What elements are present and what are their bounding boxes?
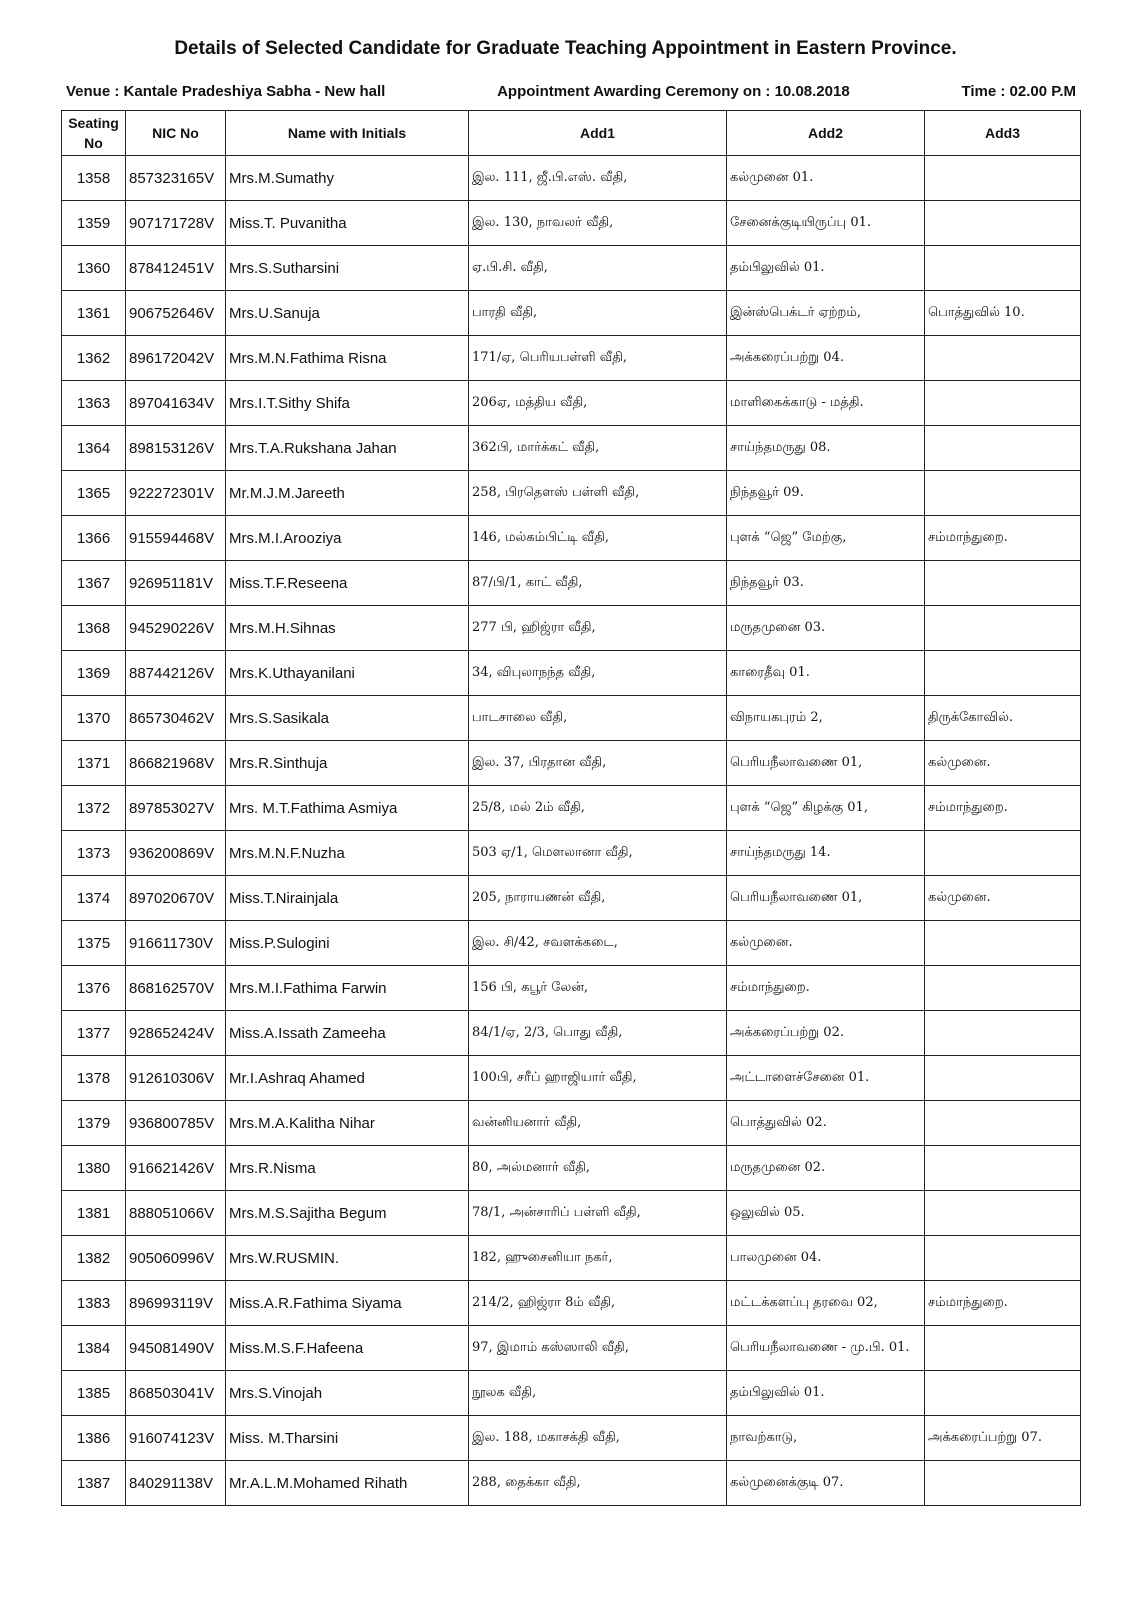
cell-seating-no: 1370 (62, 696, 126, 741)
cell-nic-no: 905060996V (126, 1236, 226, 1281)
cell-add3: அக்கரைப்பற்று 07. (925, 1416, 1081, 1461)
cell-seating-no: 1384 (62, 1326, 126, 1371)
cell-nic-no: 936800785V (126, 1101, 226, 1146)
cell-name: Miss. M.Tharsini (226, 1416, 469, 1461)
cell-nic-no: 926951181V (126, 561, 226, 606)
cell-add3 (925, 606, 1081, 651)
cell-add3 (925, 966, 1081, 1011)
cell-add3: திருக்கோவில். (925, 696, 1081, 741)
cell-seating-no: 1358 (62, 156, 126, 201)
cell-nic-no: 945081490V (126, 1326, 226, 1371)
cell-name: Mrs.R.Nisma (226, 1146, 469, 1191)
table-row (62, 1281, 1081, 1326)
cell-seating-no: 1378 (62, 1056, 126, 1101)
cell-add3: பொத்துவில் 10. (925, 291, 1081, 336)
cell-nic-no: 912610306V (126, 1056, 226, 1101)
cell-seating-no: 1382 (62, 1236, 126, 1281)
cell-add2: மட்டக்களப்பு தரவை 02, (727, 1281, 925, 1326)
cell-add1: 362பி, மார்க்கட் வீதி, (469, 426, 727, 471)
header-name: Name with Initials (226, 111, 469, 156)
cell-add3 (925, 1011, 1081, 1056)
cell-add1: இல. 130, நாவலர் வீதி, (469, 201, 727, 246)
table-row (62, 1101, 1081, 1146)
cell-add3 (925, 471, 1081, 516)
cell-name: Miss.T.F.Reseena (226, 561, 469, 606)
cell-add3 (925, 1371, 1081, 1416)
cell-nic-no: 897853027V (126, 786, 226, 831)
header-nic-no: NIC No (126, 111, 226, 156)
cell-name: Mr.A.L.M.Mohamed Rihath (226, 1461, 469, 1506)
cell-name: Mrs.S.Sasikala (226, 696, 469, 741)
cell-name: Miss.A.Issath Zameeha (226, 1011, 469, 1056)
cell-add2: நிந்தவூர் 03. (727, 561, 925, 606)
cell-name: Mr.I.Ashraq Ahamed (226, 1056, 469, 1101)
cell-add3 (925, 381, 1081, 426)
table-row (62, 561, 1081, 606)
cell-add2: பாலமுனை 04. (727, 1236, 925, 1281)
cell-add1: 156 பி, கபூர் லேன், (469, 966, 727, 1011)
cell-name: Mrs.M.N.F.Nuzha (226, 831, 469, 876)
cell-nic-no: 897041634V (126, 381, 226, 426)
cell-add1: 182, ஹுசைனியா நகர், (469, 1236, 727, 1281)
cell-nic-no: 896993119V (126, 1281, 226, 1326)
cell-add1: நூலக வீதி, (469, 1371, 727, 1416)
cell-add1: 146, மல்கம்பிட்டி வீதி, (469, 516, 727, 561)
cell-add3 (925, 1461, 1081, 1506)
table-row (62, 1326, 1081, 1371)
cell-add1: 80, அல்மனார் வீதி, (469, 1146, 727, 1191)
table-row (62, 876, 1081, 921)
cell-add3 (925, 561, 1081, 606)
cell-seating-no: 1371 (62, 741, 126, 786)
cell-add2: அட்டாளைச்சேனை 01. (727, 1056, 925, 1101)
cell-name: Mrs.T.A.Rukshana Jahan (226, 426, 469, 471)
cell-nic-no: 915594468V (126, 516, 226, 561)
cell-seating-no: 1376 (62, 966, 126, 1011)
cell-add1: பாரதி வீதி, (469, 291, 727, 336)
cell-add2: பெரியநீலாவணை - மு.பி. 01. (727, 1326, 925, 1371)
cell-name: Mr.M.J.M.Jareeth (226, 471, 469, 516)
table-row (62, 156, 1081, 201)
cell-seating-no: 1366 (62, 516, 126, 561)
cell-add3 (925, 651, 1081, 696)
cell-name: Miss.T. Puvanitha (226, 201, 469, 246)
cell-add3: கல்முனை. (925, 876, 1081, 921)
header-add2: Add2 (727, 111, 925, 156)
cell-nic-no: 945290226V (126, 606, 226, 651)
cell-add2: நிந்தவூர் 09. (727, 471, 925, 516)
cell-nic-no: 868503041V (126, 1371, 226, 1416)
table-row (62, 336, 1081, 381)
cell-add1: 87/பி/1, காட் வீதி, (469, 561, 727, 606)
table-row (62, 1416, 1081, 1461)
ceremony-time: Time : 02.00 P.M (961, 83, 1076, 100)
cell-nic-no: 896172042V (126, 336, 226, 381)
table-row (62, 606, 1081, 651)
cell-name: Mrs.K.Uthayanilani (226, 651, 469, 696)
cell-add3 (925, 426, 1081, 471)
cell-name: Mrs. M.T.Fathima Asmiya (226, 786, 469, 831)
cell-seating-no: 1363 (62, 381, 126, 426)
table-row (62, 1191, 1081, 1236)
cell-name: Mrs.M.S.Sajitha Begum (226, 1191, 469, 1236)
cell-add2: மாளிகைக்காடு - மத்தி. (727, 381, 925, 426)
cell-nic-no: 866821968V (126, 741, 226, 786)
cell-name: Mrs.R.Sinthuja (226, 741, 469, 786)
table-row (62, 1461, 1081, 1506)
cell-add2: கல்முனை. (727, 921, 925, 966)
cell-add2: பெரியநீலாவணை 01, (727, 741, 925, 786)
cell-name: Mrs.M.A.Kalitha Nihar (226, 1101, 469, 1146)
cell-seating-no: 1375 (62, 921, 126, 966)
cell-add1: இல. 37, பிரதான வீதி, (469, 741, 727, 786)
cell-nic-no: 907171728V (126, 201, 226, 246)
cell-seating-no: 1380 (62, 1146, 126, 1191)
cell-add2: மருதமுனை 03. (727, 606, 925, 651)
cell-add1: ஏ.பி.சி. வீதி, (469, 246, 727, 291)
cell-add3: சம்மாந்துறை. (925, 516, 1081, 561)
cell-add2: காரைதீவு 01. (727, 651, 925, 696)
cell-add2: அக்கரைப்பற்று 02. (727, 1011, 925, 1056)
cell-nic-no: 865730462V (126, 696, 226, 741)
venue: Venue : Kantale Pradeshiya Sabha - New hall (66, 83, 386, 100)
cell-add2: ஒலுவில் 05. (727, 1191, 925, 1236)
cell-seating-no: 1365 (62, 471, 126, 516)
table-row (62, 1236, 1081, 1281)
cell-name: Mrs.M.Sumathy (226, 156, 469, 201)
cell-add1: 258, பிரதௌஸ் பள்ளி வீதி, (469, 471, 727, 516)
cell-add2: கல்முனைக்குடி 07. (727, 1461, 925, 1506)
cell-nic-no: 936200869V (126, 831, 226, 876)
cell-add3 (925, 831, 1081, 876)
cell-seating-no: 1369 (62, 651, 126, 696)
cell-nic-no: 916611730V (126, 921, 226, 966)
header-add1: Add1 (469, 111, 727, 156)
cell-add3 (925, 201, 1081, 246)
cell-add2: பெரியநீலாவணை 01, (727, 876, 925, 921)
cell-add3 (925, 336, 1081, 381)
table-row (62, 516, 1081, 561)
cell-add2: சாய்ந்தமருது 08. (727, 426, 925, 471)
cell-nic-no: 840291138V (126, 1461, 226, 1506)
cell-add1: வன்னியனார் வீதி, (469, 1101, 727, 1146)
table-row (62, 651, 1081, 696)
cell-add1: 205, நாராயணன் வீதி, (469, 876, 727, 921)
cell-nic-no: 922272301V (126, 471, 226, 516)
table-row (62, 381, 1081, 426)
cell-seating-no: 1364 (62, 426, 126, 471)
cell-name: Mrs.S.Vinojah (226, 1371, 469, 1416)
table-row (62, 1056, 1081, 1101)
cell-name: Miss.A.R.Fathima Siyama (226, 1281, 469, 1326)
table-row (62, 696, 1081, 741)
cell-add3: சம்மாந்துறை. (925, 786, 1081, 831)
cell-add2: அக்கரைப்பற்று 04. (727, 336, 925, 381)
cell-add3: சம்மாந்துறை. (925, 1281, 1081, 1326)
cell-nic-no: 887442126V (126, 651, 226, 696)
cell-add3 (925, 1191, 1081, 1236)
cell-add3 (925, 1101, 1081, 1146)
cell-add1: 34, விபுலாநந்த வீதி, (469, 651, 727, 696)
table-row (62, 1371, 1081, 1416)
cell-add3 (925, 1326, 1081, 1371)
table-row (62, 921, 1081, 966)
cell-add1: பாடசாலை வீதி, (469, 696, 727, 741)
cell-add2: சம்மாந்துறை. (727, 966, 925, 1011)
header-seating-no: Seating No (62, 111, 126, 156)
cell-add3 (925, 156, 1081, 201)
cell-seating-no: 1362 (62, 336, 126, 381)
cell-add3 (925, 1146, 1081, 1191)
candidates-table (61, 110, 1081, 1506)
cell-nic-no: 898153126V (126, 426, 226, 471)
cell-add3 (925, 921, 1081, 966)
cell-nic-no: 857323165V (126, 156, 226, 201)
cell-add1: இல. 188, மகாசக்தி வீதி, (469, 1416, 727, 1461)
cell-seating-no: 1377 (62, 1011, 126, 1056)
cell-seating-no: 1385 (62, 1371, 126, 1416)
cell-nic-no: 916074123V (126, 1416, 226, 1461)
cell-add1: 288, தைக்கா வீதி, (469, 1461, 727, 1506)
cell-name: Miss.P.Sulogini (226, 921, 469, 966)
cell-nic-no: 897020670V (126, 876, 226, 921)
cell-nic-no: 878412451V (126, 246, 226, 291)
cell-nic-no: 888051066V (126, 1191, 226, 1236)
cell-name: Mrs.W.RUSMIN. (226, 1236, 469, 1281)
cell-add1: 100பி, சரீப் ஹாஜியார் வீதி, (469, 1056, 727, 1101)
cell-name: Miss.M.S.F.Hafeena (226, 1326, 469, 1371)
table-header-row (62, 111, 1081, 156)
cell-add2: புளக் “ஜெ” கிழக்கு 01, (727, 786, 925, 831)
table-row (62, 831, 1081, 876)
cell-nic-no: 916621426V (126, 1146, 226, 1191)
cell-add1: 25/8, மல் 2ம் வீதி, (469, 786, 727, 831)
cell-add2: இன்ஸ்பெக்டர் ஏற்றம், (727, 291, 925, 336)
cell-name: Mrs.M.I.Fathima Farwin (226, 966, 469, 1011)
cell-seating-no: 1368 (62, 606, 126, 651)
table-row (62, 741, 1081, 786)
cell-add1: 171/ஏ, பெரியபள்ளி வீதி, (469, 336, 727, 381)
cell-add3 (925, 246, 1081, 291)
table-row (62, 246, 1081, 291)
cell-seating-no: 1361 (62, 291, 126, 336)
table-row (62, 786, 1081, 831)
cell-name: Mrs.S.Sutharsini (226, 246, 469, 291)
cell-add2: சேனைக்குடியிருப்பு 01. (727, 201, 925, 246)
cell-add3: கல்முனை. (925, 741, 1081, 786)
cell-seating-no: 1379 (62, 1101, 126, 1146)
document-title: Details of Selected Candidate for Graduate Teaching Appointment in Eastern Province. (174, 38, 957, 59)
table-row (62, 201, 1081, 246)
cell-seating-no: 1387 (62, 1461, 126, 1506)
cell-add1: 84/1/ஏ, 2/3, பொது வீதி, (469, 1011, 727, 1056)
table-row (62, 426, 1081, 471)
ceremony-date: Appointment Awarding Ceremony on : 10.08.2018 (497, 83, 850, 100)
cell-add2: சாய்ந்தமருது 14. (727, 831, 925, 876)
cell-seating-no: 1381 (62, 1191, 126, 1236)
cell-add1: 277 பி, ஹிஜ்ரா வீதி, (469, 606, 727, 651)
cell-nic-no: 868162570V (126, 966, 226, 1011)
table-row (62, 291, 1081, 336)
table-row (62, 471, 1081, 516)
venue-line (66, 83, 1076, 100)
cell-name: Mrs.I.T.Sithy Shifa (226, 381, 469, 426)
cell-seating-no: 1359 (62, 201, 126, 246)
cell-add1: 503 ஏ/1, மௌலானா வீதி, (469, 831, 727, 876)
cell-add1: 78/1, அன்சாரிப் பள்ளி வீதி, (469, 1191, 727, 1236)
cell-name: Mrs.M.I.Arooziya (226, 516, 469, 561)
header-add3: Add3 (925, 111, 1081, 156)
cell-add2: மருதமுனை 02. (727, 1146, 925, 1191)
cell-name: Mrs.M.N.Fathima Risna (226, 336, 469, 381)
cell-name: Mrs.U.Sanuja (226, 291, 469, 336)
cell-nic-no: 906752646V (126, 291, 226, 336)
cell-add1: 214/2, ஹிஜ்ரா 8ம் வீதி, (469, 1281, 727, 1326)
cell-add2: புளக் “ஜெ” மேற்கு, (727, 516, 925, 561)
table-row (62, 1146, 1081, 1191)
cell-add1: இல. சி/42, சவளக்கடை, (469, 921, 727, 966)
cell-add2: கல்முனை 01. (727, 156, 925, 201)
cell-add2: பொத்துவில் 02. (727, 1101, 925, 1146)
cell-seating-no: 1374 (62, 876, 126, 921)
cell-add2: நாவற்காடு, (727, 1416, 925, 1461)
cell-add1: 206ஏ, மத்திய வீதி, (469, 381, 727, 426)
cell-add2: விநாயகபுரம் 2, (727, 696, 925, 741)
cell-add3 (925, 1236, 1081, 1281)
cell-add2: தம்பிலுவில் 01. (727, 246, 925, 291)
cell-add3 (925, 1056, 1081, 1101)
table-row (62, 1011, 1081, 1056)
cell-seating-no: 1367 (62, 561, 126, 606)
cell-seating-no: 1373 (62, 831, 126, 876)
cell-seating-no: 1383 (62, 1281, 126, 1326)
cell-seating-no: 1372 (62, 786, 126, 831)
cell-nic-no: 928652424V (126, 1011, 226, 1056)
cell-seating-no: 1386 (62, 1416, 126, 1461)
cell-name: Mrs.M.H.Sihnas (226, 606, 469, 651)
cell-add1: 97, இமாம் கஸ்ஸாலி வீதி, (469, 1326, 727, 1371)
cell-seating-no: 1360 (62, 246, 126, 291)
table-row (62, 966, 1081, 1011)
cell-add2: தம்பிலுவில் 01. (727, 1371, 925, 1416)
cell-name: Miss.T.Nirainjala (226, 876, 469, 921)
cell-add1: இல. 111, ஜீ.பி.எஸ். வீதி, (469, 156, 727, 201)
